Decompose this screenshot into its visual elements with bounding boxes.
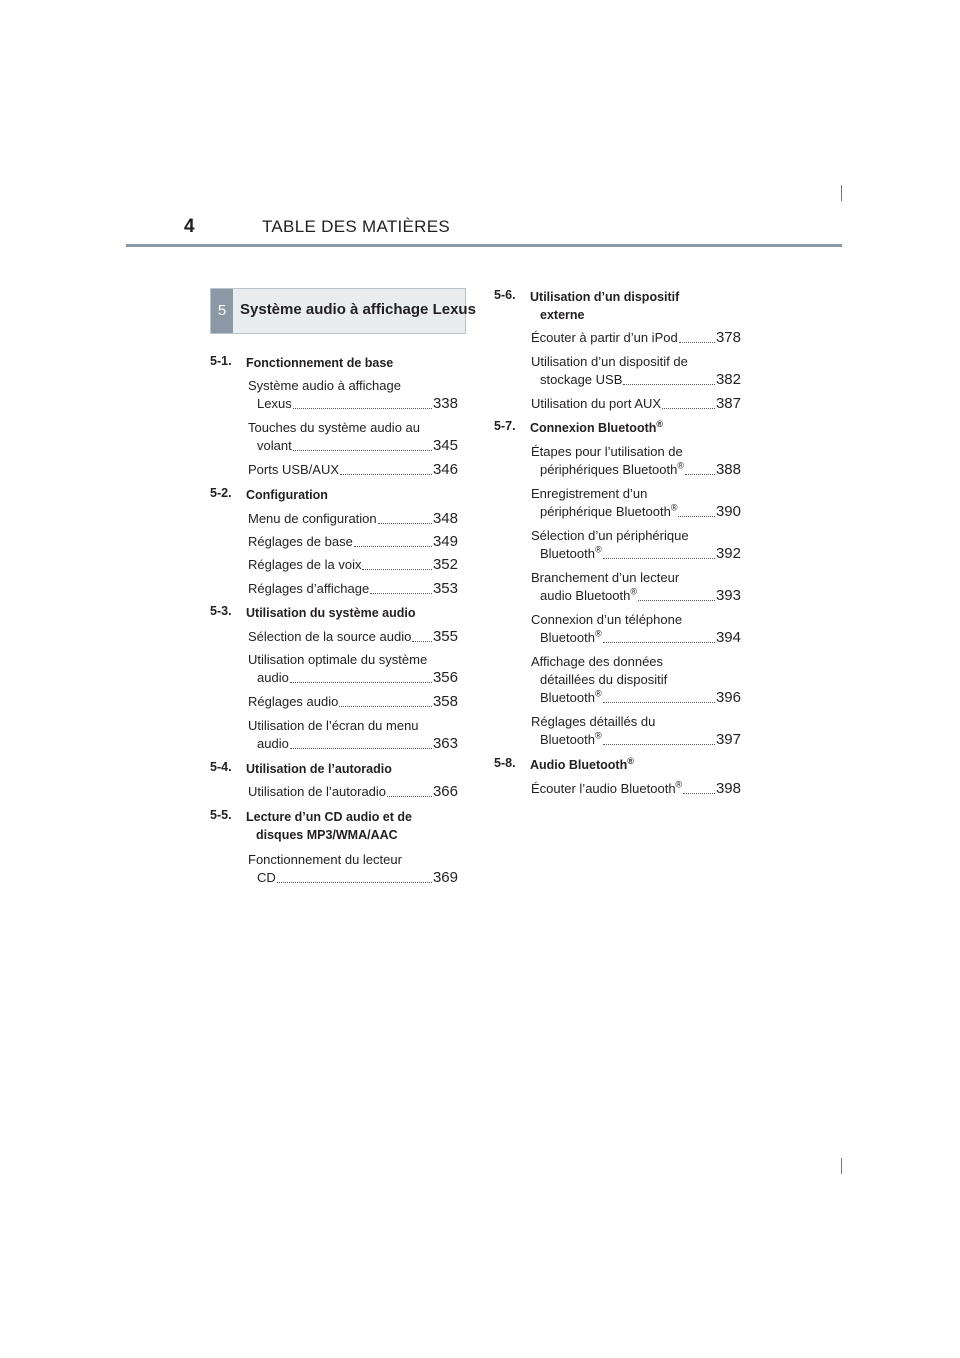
- toc-entry-text: audio Bluetooth: [540, 588, 631, 603]
- section-heading: [210, 760, 392, 778]
- toc-entry[interactable]: [531, 353, 741, 389]
- toc-entry-text: audio: [257, 736, 289, 751]
- toc-entry-text: Sélection de la source audio: [248, 629, 412, 644]
- toc-entry-text: Utilisation du port AUX: [531, 396, 662, 411]
- toc-page-number: 338: [432, 395, 458, 412]
- section-title: Connexion Bluetooth: [530, 421, 657, 435]
- section-heading: [494, 288, 679, 324]
- toc-entry[interactable]: [531, 611, 741, 647]
- registered-mark: ®: [675, 779, 683, 790]
- toc-page-number: 366: [432, 783, 458, 800]
- section-title: Fonctionnement de base: [246, 356, 394, 370]
- toc-entry-text: Utilisation de l’autoradio: [248, 784, 387, 799]
- toc-entry-text: volant: [257, 438, 292, 453]
- toc-entry-text: Ports USB/AUX: [248, 462, 340, 477]
- toc-entry[interactable]: [531, 443, 741, 479]
- section-title: Configuration: [246, 488, 328, 502]
- toc-entry[interactable]: [531, 329, 741, 347]
- section-heading: [494, 419, 663, 437]
- toc-entry-text: stockage USB: [540, 372, 623, 387]
- toc-page-number: 397: [715, 731, 741, 748]
- toc-entry-text: Lexus: [257, 396, 292, 411]
- toc-entry[interactable]: [248, 851, 458, 887]
- toc-entry-text: Réglages de base: [248, 534, 353, 549]
- toc-entry[interactable]: [531, 653, 741, 707]
- section-heading: [210, 354, 393, 372]
- section-number: 5-1.: [210, 354, 232, 368]
- toc-entry-text: Écouter l’audio Bluetooth: [531, 781, 676, 796]
- chapter-number: 5: [211, 289, 233, 333]
- toc-entry[interactable]: [248, 717, 458, 753]
- section-number: 5-7.: [494, 419, 516, 433]
- toc-page-number: 398: [715, 780, 741, 797]
- section-number: 5-5.: [210, 808, 232, 822]
- toc-entry[interactable]: [531, 395, 741, 413]
- toc-entry[interactable]: [248, 783, 458, 801]
- toc-entry-text: Touches du système audio au: [248, 420, 420, 435]
- registered-mark: ®: [594, 544, 602, 555]
- toc-entry-text: Affichage des données: [531, 654, 664, 669]
- section-title: Utilisation du système audio: [246, 606, 416, 620]
- toc-page-number: 378: [715, 329, 741, 346]
- toc-entry-text: périphériques Bluetooth: [540, 462, 678, 477]
- section-title: Utilisation d’un dispositif: [530, 290, 680, 304]
- section-title-line2: disques MP3/WMA/AAC: [256, 828, 398, 842]
- registered-mark: ®: [677, 460, 684, 471]
- toc-entry-text: Utilisation d’un dispositif de: [531, 354, 688, 369]
- section-number: 5-4.: [210, 760, 232, 774]
- toc-page-number: 363: [432, 735, 458, 752]
- toc-entry-text: Connexion d’un téléphone: [531, 612, 683, 627]
- toc-entry-text: Fonctionnement du lecteur: [248, 852, 402, 867]
- section-number: 5-6.: [494, 288, 516, 302]
- chapter-heading: [210, 288, 476, 334]
- toc-entry-text: Réglages détaillés du: [531, 714, 656, 729]
- toc-entry[interactable]: [531, 485, 741, 521]
- crop-mark-bottom: [841, 1158, 842, 1174]
- toc-page-number: 387: [715, 395, 741, 412]
- toc-entry[interactable]: [531, 713, 741, 749]
- section-title: Lecture d’un CD audio et de: [246, 810, 412, 824]
- page-number: 4: [184, 216, 195, 237]
- toc-page-number: 352: [432, 556, 458, 573]
- toc-entry-text: Bluetooth: [540, 690, 595, 705]
- toc-entry-text: Utilisation de l’écran du menu: [248, 718, 419, 733]
- toc-entry-text: Sélection d’un périphérique: [531, 528, 689, 543]
- toc-entry-text: Système audio à affichage: [248, 378, 401, 393]
- toc-entry[interactable]: [248, 510, 458, 528]
- toc-page-number: 369: [432, 869, 458, 886]
- toc-entry-text: périphérique Bluetooth: [540, 504, 671, 519]
- toc-page-number: 382: [715, 371, 741, 388]
- toc-page-number: 392: [715, 545, 741, 562]
- toc-entry[interactable]: [248, 556, 458, 574]
- registered-mark: ®: [594, 730, 602, 741]
- section-heading: [210, 808, 412, 844]
- registered-mark: ®: [627, 755, 634, 766]
- chapter-title: Système audio à affichage Lexus: [240, 301, 476, 318]
- toc-entry[interactable]: [248, 580, 458, 598]
- toc-entry-text: Utilisation optimale du système: [248, 652, 428, 667]
- registered-mark: ®: [594, 628, 602, 639]
- toc-entry[interactable]: [248, 693, 458, 711]
- toc-entry[interactable]: [248, 377, 458, 413]
- toc-page-number: 353: [432, 580, 458, 597]
- toc-entry[interactable]: [248, 651, 458, 687]
- page-header-title: TABLE DES MATIÈRES: [262, 217, 451, 236]
- toc-entry-text: Étapes pour l’utilisation de: [531, 444, 683, 459]
- toc-page-number: 355: [432, 628, 458, 645]
- toc-page-number: 388: [715, 461, 741, 478]
- registered-mark: ®: [656, 418, 664, 429]
- section-title: Audio Bluetooth: [530, 758, 628, 772]
- toc-entry[interactable]: [248, 461, 458, 479]
- toc-entry-text: Réglages audio: [248, 694, 339, 709]
- toc-page-number: 349: [432, 533, 458, 550]
- toc-entry-text: Écouter à partir d’un iPod: [531, 330, 678, 345]
- toc-entry-text: Branchement d’un lecteur: [531, 570, 680, 585]
- toc-entry[interactable]: [531, 780, 741, 798]
- section-title-line2: externe: [540, 308, 585, 322]
- toc-entry-text: Menu de configuration: [248, 511, 377, 526]
- toc-page-number: 396: [715, 689, 741, 706]
- registered-mark: ®: [594, 688, 602, 699]
- section-heading: [210, 486, 328, 504]
- crop-mark-top: [841, 185, 842, 201]
- toc-entry-text: Bluetooth: [540, 732, 595, 747]
- toc-page-number: 358: [432, 693, 458, 710]
- toc-entry-text: CD: [257, 870, 276, 885]
- section-title: Utilisation de l’autoradio: [246, 762, 392, 776]
- toc-entry[interactable]: [248, 419, 458, 455]
- toc-page-number: 394: [715, 629, 741, 646]
- toc-entry-text: Réglages d’affichage: [248, 581, 370, 596]
- toc-page-number: 345: [432, 437, 458, 454]
- registered-mark: ®: [670, 502, 678, 513]
- section-heading: [210, 604, 415, 622]
- toc-entry[interactable]: [531, 569, 741, 605]
- toc-entry-text: audio: [257, 670, 289, 685]
- toc-entry-text: détaillées du dispositif: [540, 672, 668, 687]
- toc-page-number: 348: [432, 510, 458, 527]
- toc-entry-text: Bluetooth: [540, 546, 595, 561]
- toc-entry-text: Réglages de la voix: [248, 557, 362, 572]
- toc-page-number: 346: [432, 461, 458, 478]
- registered-mark: ®: [630, 586, 637, 597]
- toc-entry[interactable]: [248, 628, 458, 646]
- toc-entry-text: Bluetooth: [540, 630, 595, 645]
- toc-entry[interactable]: [531, 527, 741, 563]
- section-number: 5-8.: [494, 756, 516, 770]
- toc-page-number: 356: [432, 669, 458, 686]
- toc-entry[interactable]: [248, 533, 458, 551]
- toc-page-number: 393: [715, 587, 741, 604]
- header-divider: [126, 244, 842, 247]
- toc-entry-text: Enregistrement d’un: [531, 486, 648, 501]
- toc-page-number: 390: [715, 503, 741, 520]
- section-number: 5-2.: [210, 486, 232, 500]
- section-heading: [494, 756, 634, 774]
- section-number: 5-3.: [210, 604, 232, 618]
